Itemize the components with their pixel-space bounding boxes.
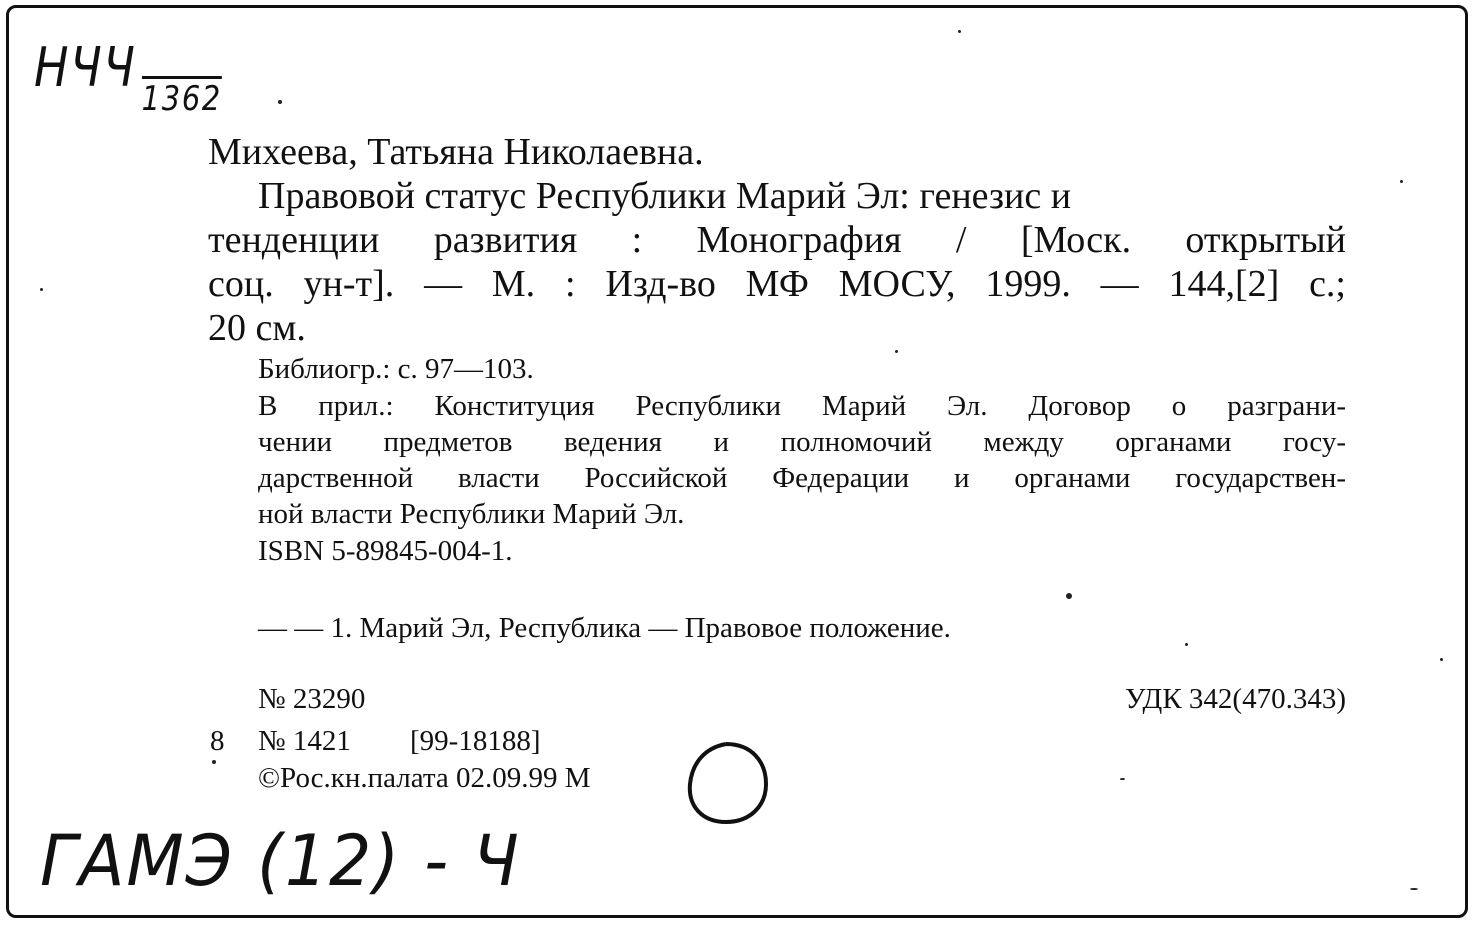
isbn: ISBN 5-89845-004-1. [258, 535, 513, 567]
print-speck [278, 100, 282, 104]
appendix-note-line-1: В прил.: Конституция Республики Марий Эл. Договор о разграни- [258, 390, 1346, 422]
print-speck [1440, 658, 1443, 661]
subject-heading: — — 1. Марий Эл, Республика — Правовое положение. [258, 612, 951, 644]
title-line-2: тенденции развития : Монография / [Моск. открытый [208, 219, 1346, 261]
bibliography-note: Библиогр.: с. 97—103. [258, 353, 534, 385]
circle-stamp-icon [682, 740, 770, 826]
print-speck [1185, 643, 1188, 646]
print-speck [212, 760, 216, 764]
record-number: № 23290 [258, 683, 366, 715]
handwritten-shelf-mark [34, 36, 223, 119]
print-speck [1410, 888, 1418, 890]
copy-count: 8 [210, 725, 225, 757]
record-number-row [258, 683, 1346, 716]
card-code: [99-18188] [410, 725, 541, 757]
handwritten-location-mark: ГАМЭ (12) - Ч [40, 820, 521, 902]
handwritten-shelf-mark-sub: 1362 [142, 76, 222, 119]
book-chamber-mark: М [564, 762, 591, 794]
print-speck [895, 350, 898, 353]
title-line-3: соц. ун-т]. — М. : Изд-во МФ МОСУ, 1999. — 144,[2] с.; [208, 263, 1346, 305]
print-speck [40, 288, 43, 291]
print-speck [1400, 180, 1403, 183]
card-number: № 1421 [258, 725, 351, 757]
book-chamber-line [258, 762, 591, 795]
author-heading: Михеева, Татьяна Николаевна. [208, 131, 704, 173]
print-speck [958, 30, 961, 33]
handwritten-shelf-mark-main: НЧЧ [34, 36, 137, 99]
appendix-note-line-4: ной власти Республики Марий Эл. [258, 498, 685, 530]
appendix-note-line-2: чении предметов ведения и полномочий между органами госу- [258, 426, 1346, 458]
print-speck [1066, 593, 1072, 599]
title-line-4: 20 см. [208, 307, 306, 349]
title-line-1: Правовой статус Республики Марий Эл: генезис и [258, 175, 1072, 217]
appendix-note-line-3: дарственной власти Российской Федерации и органами государствен- [258, 462, 1346, 494]
udk-code: УДК 342(470.343) [1124, 683, 1346, 715]
print-speck [1120, 778, 1125, 780]
book-chamber-date: ©Рос.кн.палата 02.09.99 [258, 762, 558, 794]
